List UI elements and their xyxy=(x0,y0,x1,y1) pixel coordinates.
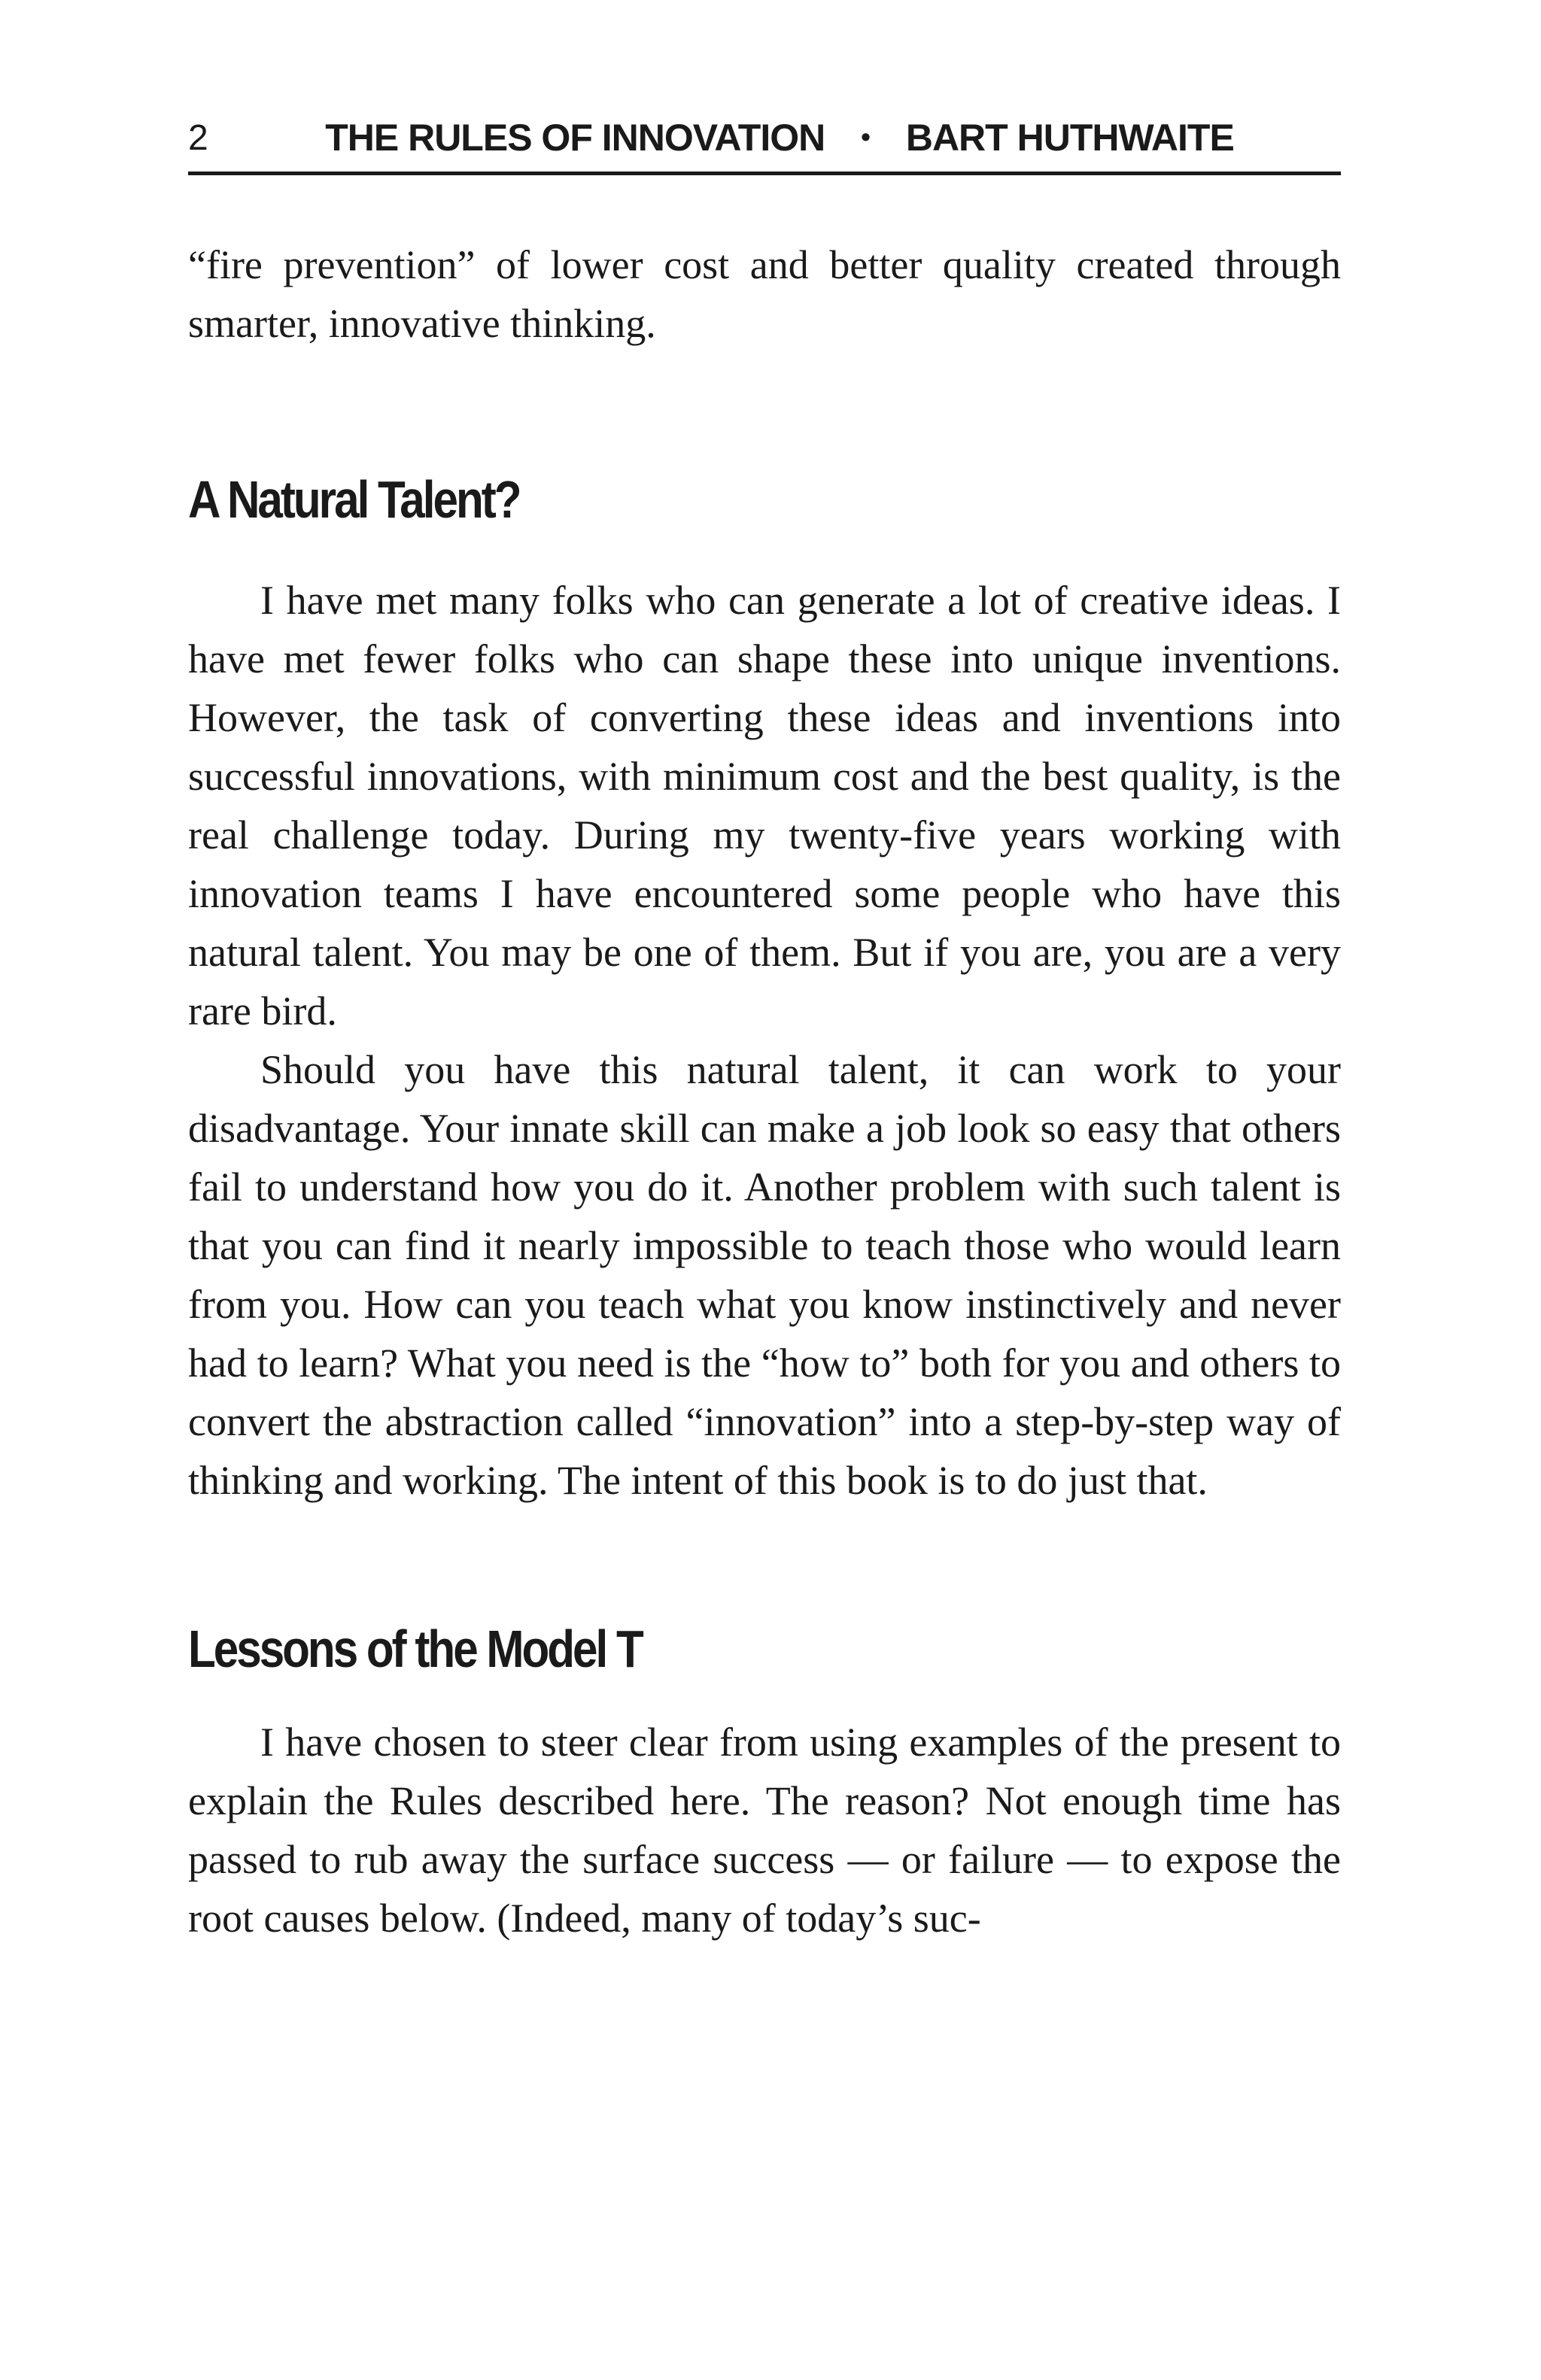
paragraph: I have chosen to steer clear from using examples of the present to explain the Rules described here. The reason? Not enough time has passed to rub away the surface success — or failure — to expose the root causes below. (Indeed, many of today’s suc- xyxy=(188,1720,1341,1941)
running-head xyxy=(188,113,1341,175)
section-heading-model-t: Lessons of the Model T xyxy=(188,1620,642,1678)
page-body xyxy=(188,235,1341,1947)
paragraph: Should you have this natural talent, it can work to your disadvantage. Your innate skill can make a job look so easy that others fail to understand how you do it. Another problem with such talent is that you can find it nearly impossible to teach those who would learn from you. How can you teach what you know instinctively and never had to learn? What you need is the “how to” both for you and others to convert the abstraction called “innovation” into a step-by-step way of thinking and working. The intent of this book is to do just that. xyxy=(188,1047,1341,1503)
running-head-title xyxy=(188,116,1341,159)
bullet-separator: • xyxy=(861,121,870,152)
book-page xyxy=(188,113,1341,1947)
page-number: 2 xyxy=(188,118,208,158)
section-heading-natural-talent: A Natural Talent? xyxy=(188,470,520,529)
book-title: THE RULES OF INNOVATION xyxy=(325,117,825,159)
opening-paragraph: “fire prevention” of lower cost and better quality created through smarter, innovative thinking. xyxy=(188,242,1341,346)
paragraph: I have met many folks who can generate a lot of creative ideas. I have met fewer folks who can shape these into unique inventions. However, the task of converting these ideas and inventions into successful innovations, with minimum cost and the best quality, is the real challenge today. During my twenty-five years working with innovation teams I have encountered some people who have this natural talent. You may be one of them. But if you are, you are a very rare bird. xyxy=(188,578,1341,1034)
author-name: BART HUTHWAITE xyxy=(905,117,1234,159)
